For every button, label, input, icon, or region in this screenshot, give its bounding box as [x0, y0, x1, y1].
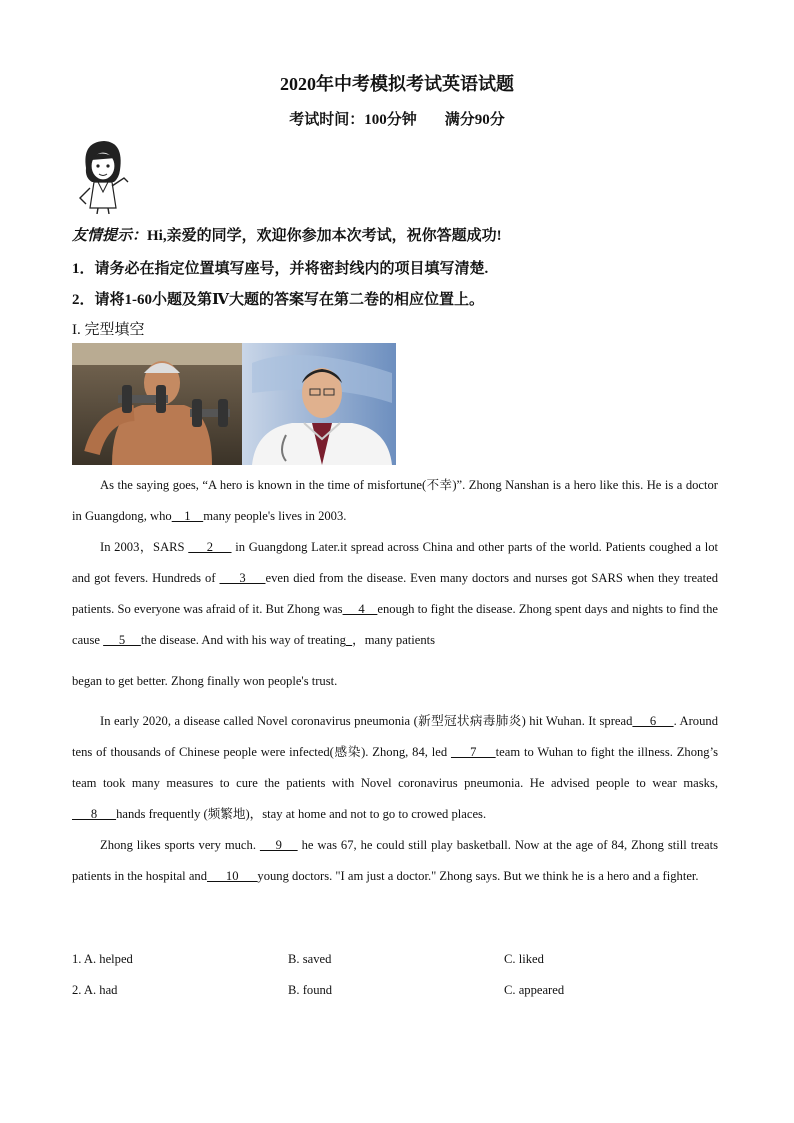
- notice-item-2: 2．请将1-60小题及第Ⅳ大题的答案写在第二卷的相应位置上。: [72, 292, 485, 308]
- notice-greeting-text: Hi,亲爱的同学，欢迎你参加本次考试，祝你答题成功!: [147, 228, 502, 244]
- question-1-option-a[interactable]: 1. A. helped: [72, 952, 133, 966]
- blank-1: 1: [171, 509, 204, 523]
- blank-9: 9: [259, 838, 298, 852]
- blank-6: 6: [632, 714, 674, 728]
- blank-8: 8: [72, 807, 117, 821]
- question-2-option-c[interactable]: C. appeared: [504, 983, 565, 997]
- exam-title: 2020年中考模拟考试英语试题: [280, 74, 514, 94]
- notice-lead: 友情提示：: [72, 228, 148, 244]
- exam-time: 考试时间：100分钟: [289, 112, 417, 128]
- passage-paragraph-2-end: began to get better. Zhong finally won people's trust.: [72, 674, 338, 688]
- reading-passage: [72, 470, 718, 892]
- blank-7: 7: [450, 745, 496, 759]
- mascot-girl-icon: [72, 138, 134, 214]
- passage-paragraph-3: In early 2020, a disease called Novel coronavirus pneumonia (新型冠状病毒肺炎) hit Wuhan. It spread 6 . Around tens of thousands of Chinese people were infected(感染). Zhong, 84, led 7 team to Wuhan to fight the illness. Zhong’s team took many measures to cure the patients with Novel coronavirus pneumonia. He advised people to wear masks, 8 hands frequently (频繁地)，stay at home and not to go to crowed places.: [72, 714, 718, 821]
- zhong-nanshan-photo: [72, 343, 396, 465]
- passage-paragraph-2: In 2003，SARS 2 in Guangdong Later.it spread across China and other parts of the world. Patients coughed a lot and got fevers. Hundreds of 3 even died from the disease. Even many doctors and nurses got SARS when they treated patients. So everyone was afraid of it. But Zhong was 4 enough to fight the disease. Zhong spent days and nights to find the cause 5 the disease. And with his way of treating ，many patients: [72, 540, 719, 647]
- exam-info: [0, 108, 794, 129]
- question-2-option-a[interactable]: 2. A. had: [72, 983, 118, 997]
- exam-score: 满分90分: [444, 112, 505, 128]
- section-title: I. 完型填空: [72, 322, 145, 338]
- blank-4: 4: [342, 602, 378, 616]
- notice-item-1: 1．请务必在指定位置填写座号，并将密封线内的项目填写清楚.: [72, 261, 489, 277]
- blank-5: 5: [103, 633, 141, 647]
- question-2-option-b[interactable]: B. found: [288, 983, 333, 997]
- passage-paragraph-4: Zhong likes sports very much. 9 he was 67, he could still play basketball. Now at the age of 84, Zhong still treats patients in the hospital and 10 young doctors. "I am just a doctor." Zhong says. But we think he is a hero and a fighter.: [72, 838, 719, 883]
- question-1-option-b[interactable]: B. saved: [288, 952, 332, 966]
- notice-greeting: [72, 224, 732, 245]
- passage-paragraph-1: As the saying goes, “A hero is known in the time of misfortune(不幸)”. Zhong Nanshan is a hero like this. He is a doctor in Guangdong, who 1 many people's lives in 2003.: [72, 478, 718, 523]
- blank-2: 2: [188, 540, 232, 554]
- blank-3: 3: [219, 571, 266, 585]
- blank-10: 10: [207, 869, 258, 883]
- question-1-option-c[interactable]: C. liked: [504, 952, 544, 966]
